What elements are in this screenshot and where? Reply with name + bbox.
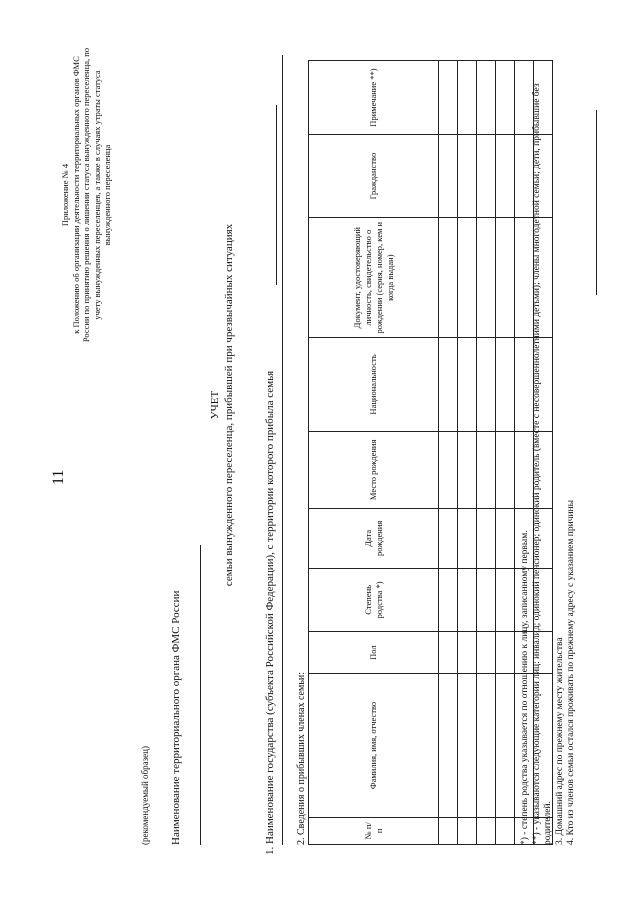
col-birth-place: Место рождения: [309, 431, 439, 508]
item-4-fill-line: [596, 110, 597, 295]
item-1-fill-line: [276, 105, 277, 285]
table-row: [496, 61, 515, 845]
table-row: [458, 61, 477, 845]
territorial-organ-line: [200, 545, 201, 845]
recommended-sample-label: (рекомендуемый образец): [140, 746, 150, 845]
family-members-table: [308, 60, 553, 845]
col-nationality: Национальность: [309, 338, 439, 431]
col-sex: Пол: [309, 632, 439, 674]
col-full-name: Фамилия, имя, отчество: [309, 674, 439, 817]
page-number: 11: [50, 469, 67, 485]
col-number: № п/п: [309, 817, 439, 844]
col-birth-date: Дата рождения: [309, 508, 439, 568]
table-row: [439, 61, 458, 845]
col-note: Примечание **): [309, 61, 439, 135]
document-title: [208, 155, 236, 655]
footnote-2: **) - указываются следующие категории лиц: инвалид; одинокий пенсионер; одинокий родитель (вместе с несовершеннолетними детьми); члены многодетной семьи; дети, прибывшие без родителей.: [531, 83, 553, 845]
item-3-text: 3. Домашний адрес по прежнему месту жительства: [554, 637, 565, 845]
col-relationship: Степень родства *): [309, 568, 439, 631]
title-line-1: УЧЕТ: [209, 390, 221, 420]
section-rule: [282, 55, 283, 845]
territorial-organ-label: Наименование территориального органа ФМС России: [170, 590, 182, 845]
title-line-2: семьи вынужденного переселенца, прибывшей при чрезвычайных ситуациях: [223, 223, 235, 587]
footnote-1: *) - степень родства указывается по отношению к лицу, записанному первым.: [520, 530, 530, 845]
appendix-text: к Положению об организации деятельности территориальных органов ФМС России по принятию решения о лишении статуса вынужденного переселенца, по учету вынужденных переселенцев, а также в случаях утраты статуса вынужденного переселенца: [70, 47, 112, 343]
item-1-text: 1. Наименование государства (субъекта Российской Федерации), с территории которого прибыла семья: [264, 370, 276, 855]
table-row: [477, 61, 496, 845]
notes-block: [520, 55, 578, 845]
table-header-row: [309, 61, 439, 845]
col-citizenship: Гражданство: [309, 135, 439, 218]
item-2-heading: 2. Сведения о прибывших членах семьи:: [296, 671, 307, 845]
item-4-text: 4. Кто из членов семьи остался проживать по прежнему адресу с указанием причины: [566, 499, 576, 845]
col-identity-document: Документ, удостоверяющий личность, свидетельство о рождении (серия, номер, кем и когда выдан): [309, 218, 439, 338]
appendix-title: Приложение № 4: [60, 163, 70, 227]
appendix-block: [60, 45, 113, 345]
